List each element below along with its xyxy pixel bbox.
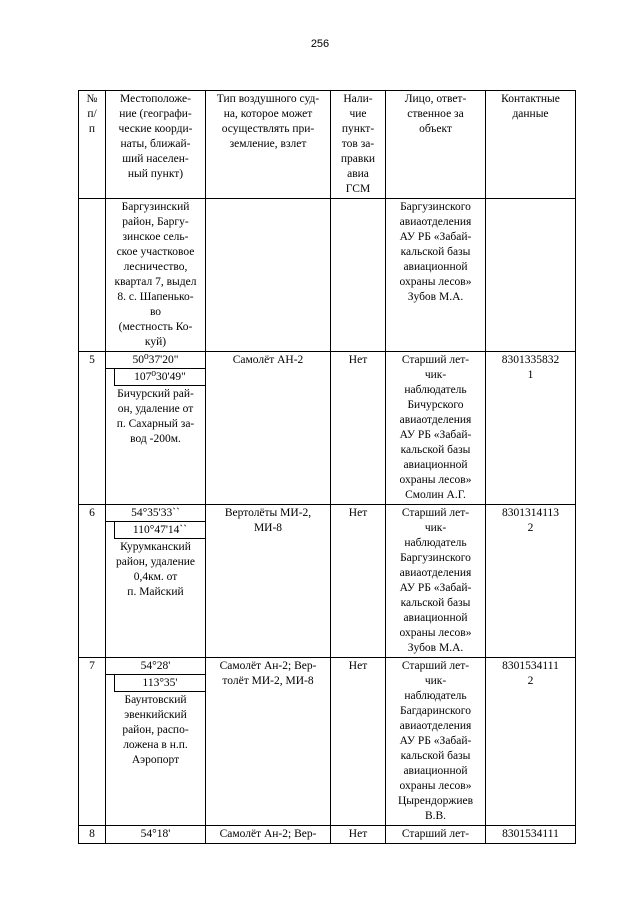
cell-location — [106, 505, 206, 658]
coord-latitude: 50⁰37'20" — [106, 352, 205, 369]
header-num: № п/ п — [79, 91, 106, 199]
cell-person: Старший лет- — [386, 826, 486, 844]
cell-num — [79, 199, 106, 352]
header-location: Местоположе- ние (географи- ческие коорди- наты, ближай- ший населен- ный пункт) — [106, 91, 206, 199]
cell-num: 8 — [79, 826, 106, 844]
coord-latitude: 54°28' — [106, 658, 205, 675]
cell-aircraft: Самолёт Ан-2; Вер- толёт МИ-2, МИ-8 — [206, 658, 331, 826]
cell-location: 54°18' — [106, 826, 206, 844]
cell-contact: 8301335832 1 — [486, 352, 576, 505]
cell-location: Баргузинский район, Баргу- зинское сель- ское участковое лесничество, квартал 7, выдел 8. с. Шапенько- во (местность Ко- куй) — [106, 199, 206, 352]
header-aircraft: Тип воздушного суд- на, которое может осуществлять при- земление, взлет — [206, 91, 331, 199]
cell-aircraft — [206, 199, 331, 352]
coord-longitude: 113°35' — [114, 675, 205, 692]
cell-contact: 8301314113 2 — [486, 505, 576, 658]
cell-person: Старший лет- чик- наблюдатель Бичурского авиаотделения АУ РБ «Забай- кальской базы авиационной охраны лесов» Смолин А.Г. — [386, 352, 486, 505]
place-text: Баунтовский эвенкийский район, распо- ложена в н.п. Аэропорт — [122, 694, 189, 766]
header-person: Лицо, ответ- ственное за объект — [386, 91, 486, 199]
cell-fuel — [331, 199, 386, 352]
header-fuel: Нали- чие пункт- тов за- правки авиа ГСМ — [331, 91, 386, 199]
coord-longitude: 107⁰30'49" — [114, 369, 205, 386]
airfield-table — [78, 90, 576, 844]
cell-contact: 8301534111 2 — [486, 658, 576, 826]
table-row — [79, 352, 576, 505]
cell-contact: 8301534111 — [486, 826, 576, 844]
cell-contact — [486, 199, 576, 352]
header-contact: Контактные данные — [486, 91, 576, 199]
cell-num: 6 — [79, 505, 106, 658]
header-row — [79, 91, 576, 199]
place-text: Курумканский район, удаление 0,4км. от п. Майский — [115, 541, 195, 598]
cell-location — [106, 352, 206, 505]
cell-fuel: Нет — [331, 658, 386, 826]
cell-aircraft: Вертолёты МИ-2, МИ-8 — [206, 505, 331, 658]
coord-longitude: 110°47'14`` — [114, 522, 205, 539]
table-row — [79, 505, 576, 658]
cell-fuel: Нет — [331, 505, 386, 658]
cell-fuel: Нет — [331, 826, 386, 844]
table-row — [79, 826, 576, 844]
cell-num: 7 — [79, 658, 106, 826]
coord-latitude: 54°35'33`` — [106, 505, 205, 522]
cell-aircraft: Самолёт Ан-2; Вер- — [206, 826, 331, 844]
place-text: Бичурский рай- он, удаление от п. Сахарный за- вод -200м. — [116, 388, 195, 445]
cell-person: Старший лет- чик- наблюдатель Багдаринского авиаотделения АУ РБ «Забай- кальской базы авиационной охраны лесов» Цырендоржиев В.В. — [386, 658, 486, 826]
cell-location — [106, 658, 206, 826]
cell-person: Баргузинского авиаотделения АУ РБ «Забай- кальской базы авиационной охраны лесов» Зубов М.А. — [386, 199, 486, 352]
cell-person: Старший лет- чик- наблюдатель Баргузинского авиаотделения АУ РБ «Забай- кальской базы авиационной охраны лесов» Зубов М.А. — [386, 505, 486, 658]
table-row — [79, 658, 576, 826]
cell-aircraft: Самолёт АН-2 — [206, 352, 331, 505]
cell-num: 5 — [79, 352, 106, 505]
cell-fuel: Нет — [331, 352, 386, 505]
table-row — [79, 199, 576, 352]
page-number: 256 — [310, 38, 330, 50]
